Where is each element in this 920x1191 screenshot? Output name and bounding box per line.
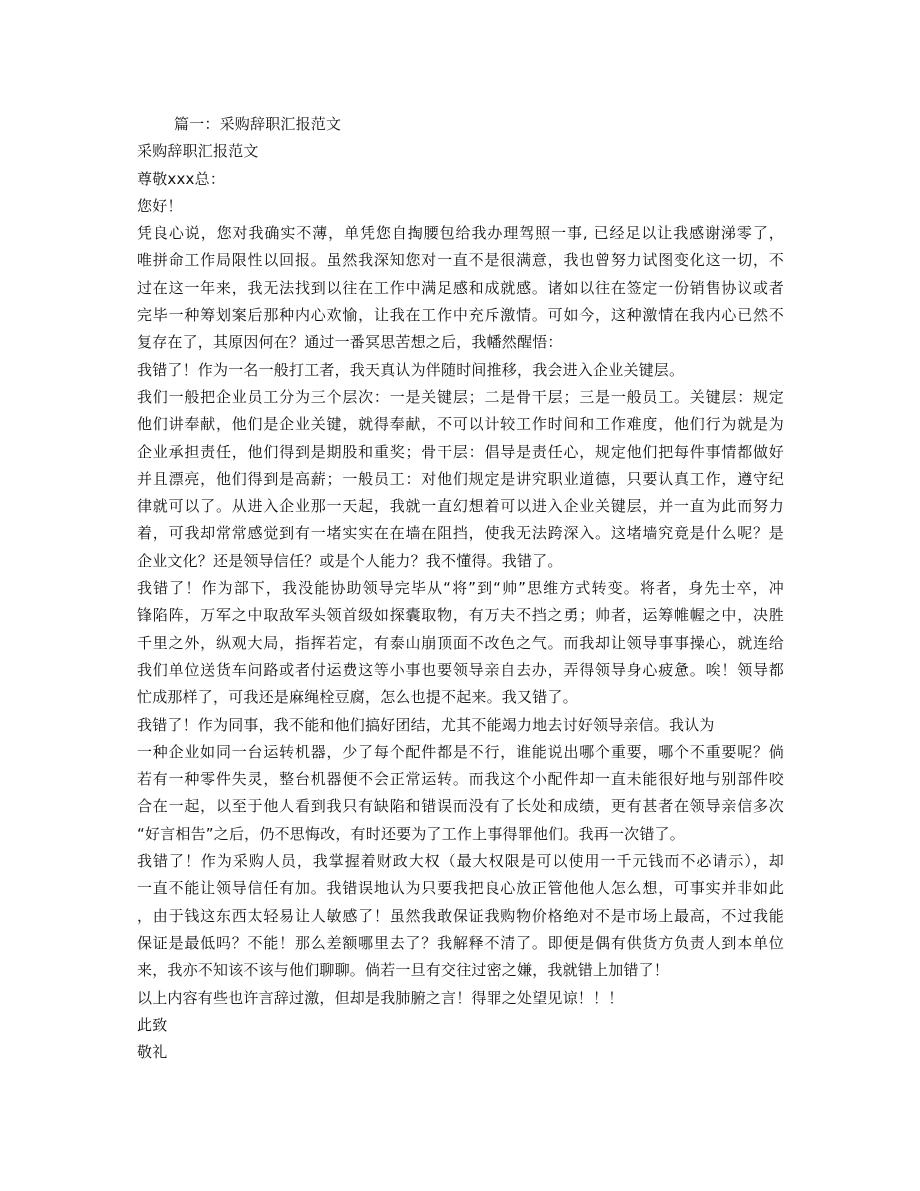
body-line-6: 我错了！作为一名一般打工者，我天真认为伴随时间推移，我会进入企业关键层。 <box>137 360 685 379</box>
body-line-28: 来，我亦不知该不该与他们聊聊。倘若一旦有交往过密之嫌，我就错上加错了！ <box>137 961 670 980</box>
body-line-24: 我错了！作为采购人员，我掌握着财政大权（最大权限是可以使用一千元钱而不必请示），却 <box>137 852 784 871</box>
body-line-7: 我们一般把企业员工分为三个层次：一是关键层；二是骨干层；三是一般员工。关键层：规定 <box>137 387 784 406</box>
document-body <box>137 111 784 1066</box>
body-line-23: “好言相告”之后，仍不思悔改，有时还要为了工作上事得罪他们。我再一次错了。 <box>137 824 685 843</box>
greeting: 您好！ <box>137 196 183 215</box>
body-line-22: 合在一起，以至于他人看到我只有缺陷和错误而没有了长处和成绩，更有甚者在领导亲信多次 <box>137 797 784 816</box>
body-line-13: 企业文化？还是领导信任？或是个人能力？我不懂得。我错了。 <box>137 551 563 570</box>
body-line-8: 他们讲奉献，他们是企业关键，就得奉献，不可以计较工作时间和工作难度，他们行为就是为 <box>137 415 784 434</box>
body-line-4: 完毕一种筹划案后那种内心欢愉，让我在工作中充斥激情。可如今，这种激情在我内心已然不 <box>137 306 784 325</box>
body-line-25: 一直不能让领导信任有加。我错误地认为只要我把良心放正管他他人怎么想，可事实并非如此 <box>137 879 784 898</box>
body-line-19: 我错了！作为同事，我不能和他们搞好团结，尤其不能竭力地去讨好领导亲信。我认为 <box>137 715 715 734</box>
body-line-1: 凭良心说，您对我确实不薄，单凭您自掏腰包给我办理驾照一事, 已经足以让我感谢涕零了， <box>137 224 784 243</box>
body-line-21: 若有一种零件失灵，整台机器便不会正常运转。而我这个小配件却一直未能很好地与别部件咬 <box>137 770 784 789</box>
body-line-9: 企业承担责任，他们得到是期股和重奖；骨干层：倡导是责任心，规定他们把每件事情都做好 <box>137 442 784 461</box>
document-title: 采购辞职汇报范文 <box>137 142 259 161</box>
body-line-15: 锋陷阵，万军之中取敌军头领首级如探囊取物，有万夫不挡之勇；帅者，运筹帷幄之中，决胜 <box>137 606 784 625</box>
closing-line-2: 敬礼 <box>137 1043 168 1062</box>
body-line-18: 忙成那样了，可我还是麻绳栓豆腐，怎么也提不起来。我又错了。 <box>137 688 578 707</box>
document-heading: 篇一：采购辞职汇报范文 <box>174 115 342 133</box>
body-line-20: 一种企业如同一台运转机器，少了每个配件都是不行，谁能说出哪个重要，哪个不重要呢？倘 <box>137 742 784 761</box>
body-line-12: 着，可我却常常感觉到有一堵实实在在墙在阻挡，使我无法跨深入。这堵墙究竟是什么呢？是 <box>137 524 784 543</box>
body-line-5: 复存在了，其原因何在？通过一番冥思苦想之后，我幡然醒悟： <box>137 333 563 352</box>
body-line-17: 我们单位送货车问路或者付运费这等小事也要领导亲自去办，弄得领导身心疲惫。唉！领导都 <box>137 660 784 679</box>
body-line-27: 保证是最低吗？不能！那么差额哪里去了？我解释不清了。即便是偶有供货方负责人到本单位 <box>137 933 784 952</box>
body-line-29: 以上内容有些也许言辞过激，但却是我肺腑之言！得罪之处望见谅！！！ <box>137 988 624 1007</box>
body-line-2: 唯拼命工作局限性以回报。虽然我深知您对一直不是很满意，我也曾努力试图变化这一切，不 <box>137 251 784 270</box>
body-line-11: 律就可以了。从进入企业那一天起，我就一直幻想着可以进入企业关键层，并一直为此而努力 <box>137 497 784 516</box>
closing-line-1: 此致 <box>137 1015 168 1034</box>
body-line-3: 过在这一年来，我无法找到以往在工作中满足感和成就感。诸如以往在签定一份销售协议或者 <box>137 278 784 297</box>
body-line-10: 并且漂亮，他们得到是高薪；一般员工：对他们规定是讲究职业道德，只要认真工作，遵守纪 <box>137 469 784 488</box>
body-line-16: 千里之外，纵观大局，指挥若定，有泰山崩顶面不改色之气。而我却让领导事事操心，就连给 <box>137 633 784 652</box>
body-line-26: ，由于钱这东西太轻易让人敏感了！虽然我敢保证我购物价格绝对不是市场上最高，不过我能 <box>137 906 784 925</box>
salutation: 尊敬xxx总： <box>137 169 226 188</box>
body-line-14: 我错了！作为部下，我没能协助领导完毕从“将”到“帅”思维方式转变。将者，身先士卒，冲 <box>137 579 784 598</box>
